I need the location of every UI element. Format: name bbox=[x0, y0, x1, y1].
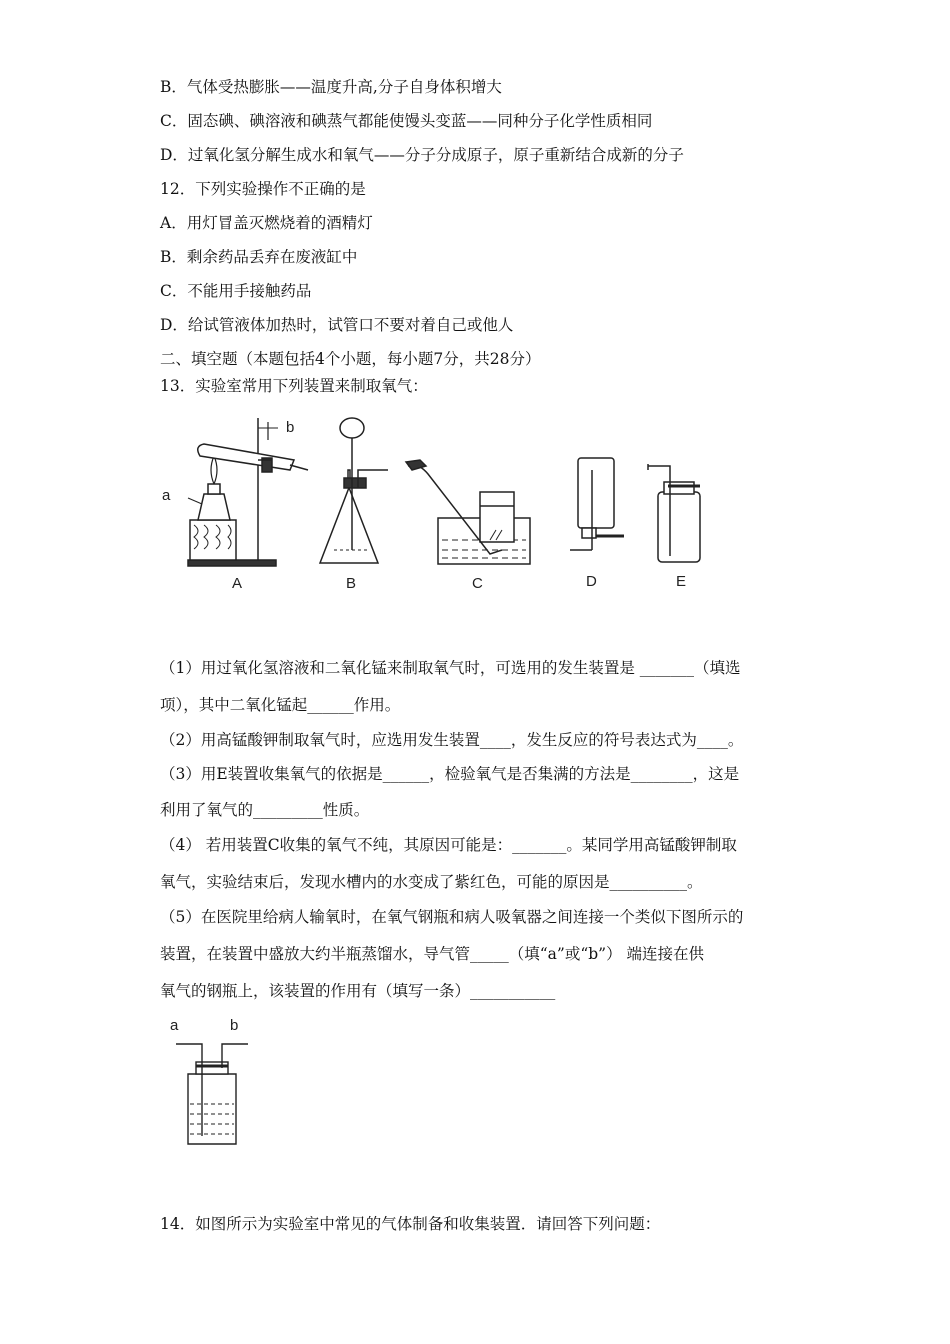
label-apparatus-c: C bbox=[472, 575, 483, 592]
q13-part1-line1: （1）用过氧化氢溶液和二氧化锰来制取氧气时，可选用的发生装置是 _______（填选 bbox=[160, 659, 741, 677]
q12-option-d: D．给试管液体加热时，试管口不要对着自己或他人 bbox=[160, 316, 514, 334]
apparatus-figure bbox=[150, 410, 730, 600]
q13-part1-line2: 项），其中二氧化锰起______作用。 bbox=[160, 696, 401, 714]
gas-washing-bottle-figure bbox=[160, 1012, 270, 1152]
q13-part4-line1: （4） 若用装置C收集的氧气不纯，其原因可能是：_______。某同学用高锰酸钾制取 bbox=[160, 836, 737, 854]
apparatus-a-base bbox=[188, 560, 276, 566]
question-line-d: D．过氧化氢分解生成水和氧气——分子分成原子，原子重新结合成新的分子 bbox=[160, 146, 684, 164]
label-apparatus-e: E bbox=[676, 573, 687, 590]
q13-part3-line2: 利用了氧气的_________性质。 bbox=[160, 801, 370, 819]
label-apparatus-d: D bbox=[586, 573, 597, 590]
question-13-title: 13．实验室常用下列装置来制取氧气： bbox=[160, 377, 428, 395]
q13-part2: （2）用高锰酸钾制取氧气时，应选用发生装置____，发生反应的符号表达式为____。 bbox=[160, 731, 744, 749]
q13-part5-line1: （5）在医院里给病人输氧时，在氧气钢瓶和病人吸氧器之间连接一个类似下图所示的 bbox=[160, 908, 744, 926]
label-b-arrow: b bbox=[286, 419, 295, 436]
label-apparatus-b: B bbox=[346, 575, 357, 592]
question-12-title: 12．下列实验操作不正确的是 bbox=[160, 180, 366, 198]
q13-part5-line2: 装置，在装置中盛放大约半瓶蒸馏水，导气管_____（填“a”或“b”） 端连接在供 bbox=[160, 945, 705, 963]
section-heading: 二、填空题（本题包括4个小题，每小题7分，共28分） bbox=[160, 350, 541, 368]
q13-part4-line2: 氧气，实验结束后，发现水槽内的水变成了紫红色，可能的原因是__________。 bbox=[160, 873, 703, 891]
question-14-title: 14．如图所示为实验室中常见的气体制备和收集装置．请回答下列问题： bbox=[160, 1215, 661, 1233]
q13-part3-line1: （3）用E装置收集氧气的依据是______，检验氧气是否集满的方法是________，这是 bbox=[160, 765, 740, 783]
q13-part5-line3: 氧气的钢瓶上，该装置的作用有（填写一条）___________ bbox=[160, 982, 556, 1000]
washing-bottle-label-a: a bbox=[170, 1017, 179, 1034]
q12-option-b: B．剩余药品丢弃在废液缸中 bbox=[160, 248, 358, 266]
washing-bottle-label-b: b bbox=[230, 1017, 239, 1034]
label-apparatus-a: A bbox=[232, 575, 243, 592]
label-a-arrow: a bbox=[162, 487, 171, 504]
question-line-c: C．固态碘、碘溶液和碘蒸气都能使馒头变蓝——同种分子化学性质相同 bbox=[160, 112, 653, 130]
q12-option-a: A．用灯冒盖灭燃烧着的酒精灯 bbox=[160, 214, 373, 232]
question-line-b: B．气体受热膨胀——温度升高,分子自身体积增大 bbox=[160, 78, 502, 96]
q12-option-c: C．不能用手接触药品 bbox=[160, 282, 312, 300]
